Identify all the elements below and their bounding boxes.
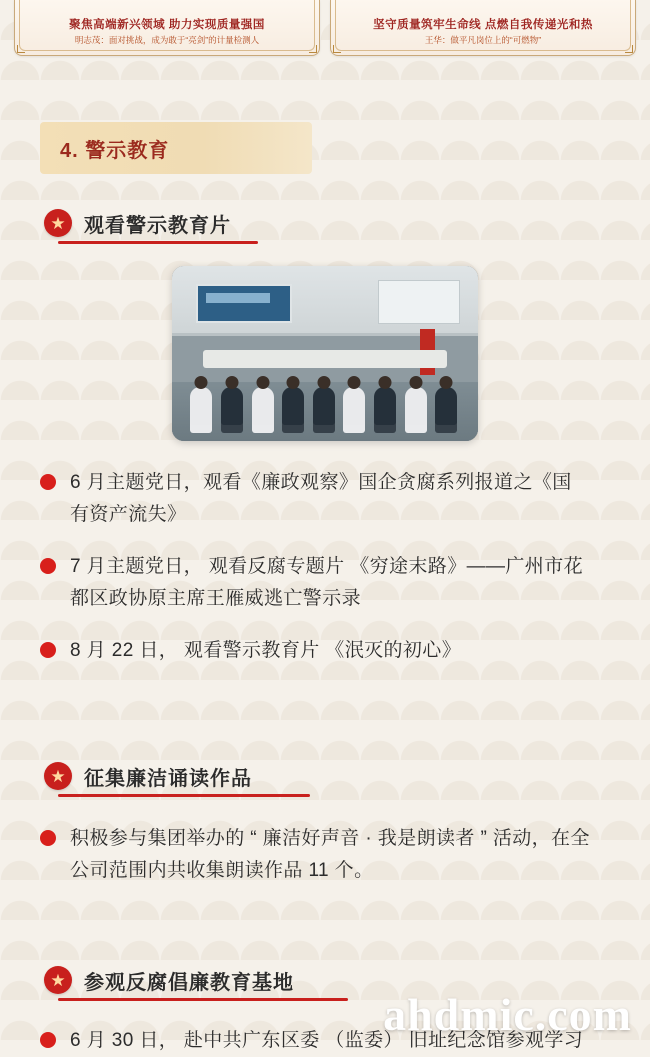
- subheading-underline: [58, 998, 348, 1001]
- top-banner-right-title: 坚守质量筑牢生命线 点燃自我传递光和热: [373, 19, 593, 31]
- bullet-dot-icon: [40, 558, 56, 574]
- section-title-text: 4. 警示教育: [60, 139, 170, 162]
- top-banner-right: [330, 0, 636, 56]
- subheading-watch-films: [44, 206, 650, 240]
- photo-projection-screen: [196, 284, 292, 323]
- bullet-dot-icon: [40, 474, 56, 490]
- list-item: [40, 1025, 610, 1057]
- subheading-underline: [58, 241, 258, 244]
- star-icon: ★: [44, 966, 72, 994]
- photo-image: [172, 266, 478, 441]
- photo-meeting-room: [172, 266, 478, 441]
- corner-ornament: [333, 45, 341, 53]
- list-item: [40, 551, 610, 615]
- bullet-dot-icon: [40, 642, 56, 658]
- bullet-dot-icon: [40, 830, 56, 846]
- star-icon: ★: [44, 209, 72, 237]
- corner-ornament: [309, 45, 317, 53]
- star-icon: ★: [44, 762, 72, 790]
- top-banner-right-subtitle: 王华：做平凡岗位上的“可燃物”: [424, 35, 542, 45]
- list-item-text: 积极参与集团举办的 “ 廉洁好声音 · 我是朗读者 ” 活动，在全公司范围内共收集朗读作品 11 个。: [70, 828, 590, 881]
- top-banner-row: [0, 0, 650, 56]
- subheading-underline: [58, 794, 310, 797]
- subheading-text: 征集廉洁诵读作品: [84, 767, 252, 790]
- subheading-text: 观看警示教育片: [84, 214, 231, 237]
- bullet-list-collect-readings: [40, 823, 610, 887]
- list-item-text: 6 月主题党日，观看《廉政观察》国企贪腐系列报道之《国有资产流失》: [70, 472, 572, 525]
- bullet-list-visit-base: [40, 1025, 610, 1057]
- subheading-visit-base: [44, 963, 650, 997]
- top-banner-left-subtitle: 明志茂：面对挑战，成为敢于“亮剑”的计量检测人: [74, 35, 260, 45]
- list-item-text: 6 月 30 日， 赴中共广东区委 （监委） 旧址纪念馆参观学习: [70, 1030, 584, 1051]
- list-item: [40, 635, 610, 667]
- list-item-text: 7 月主题党日， 观看反腐专题片 《穷途末路》——广州市花都区政协原主席王雁威逃亡警示录: [70, 556, 584, 609]
- bullet-dot-icon: [40, 1032, 56, 1048]
- list-item: [40, 467, 610, 531]
- list-item: [40, 823, 610, 887]
- list-item-text: 8 月 22 日， 观看警示教育片 《泯灭的初心》: [70, 640, 462, 661]
- photo-window: [378, 280, 460, 324]
- photo-audience: [172, 343, 478, 441]
- top-banner-left-title: 聚焦高端新兴领域 助力实现质量强国: [69, 19, 265, 31]
- section-title-chip: [40, 122, 312, 174]
- corner-ornament: [625, 45, 633, 53]
- corner-ornament: [17, 45, 25, 53]
- subheading-collect-readings: [44, 759, 650, 793]
- bullet-list-watch-films: [40, 467, 610, 667]
- top-banner-left: [14, 0, 320, 56]
- site-watermark: ahdmic.com: [383, 989, 632, 1040]
- subheading-text: 参观反腐倡廉教育基地: [84, 971, 294, 994]
